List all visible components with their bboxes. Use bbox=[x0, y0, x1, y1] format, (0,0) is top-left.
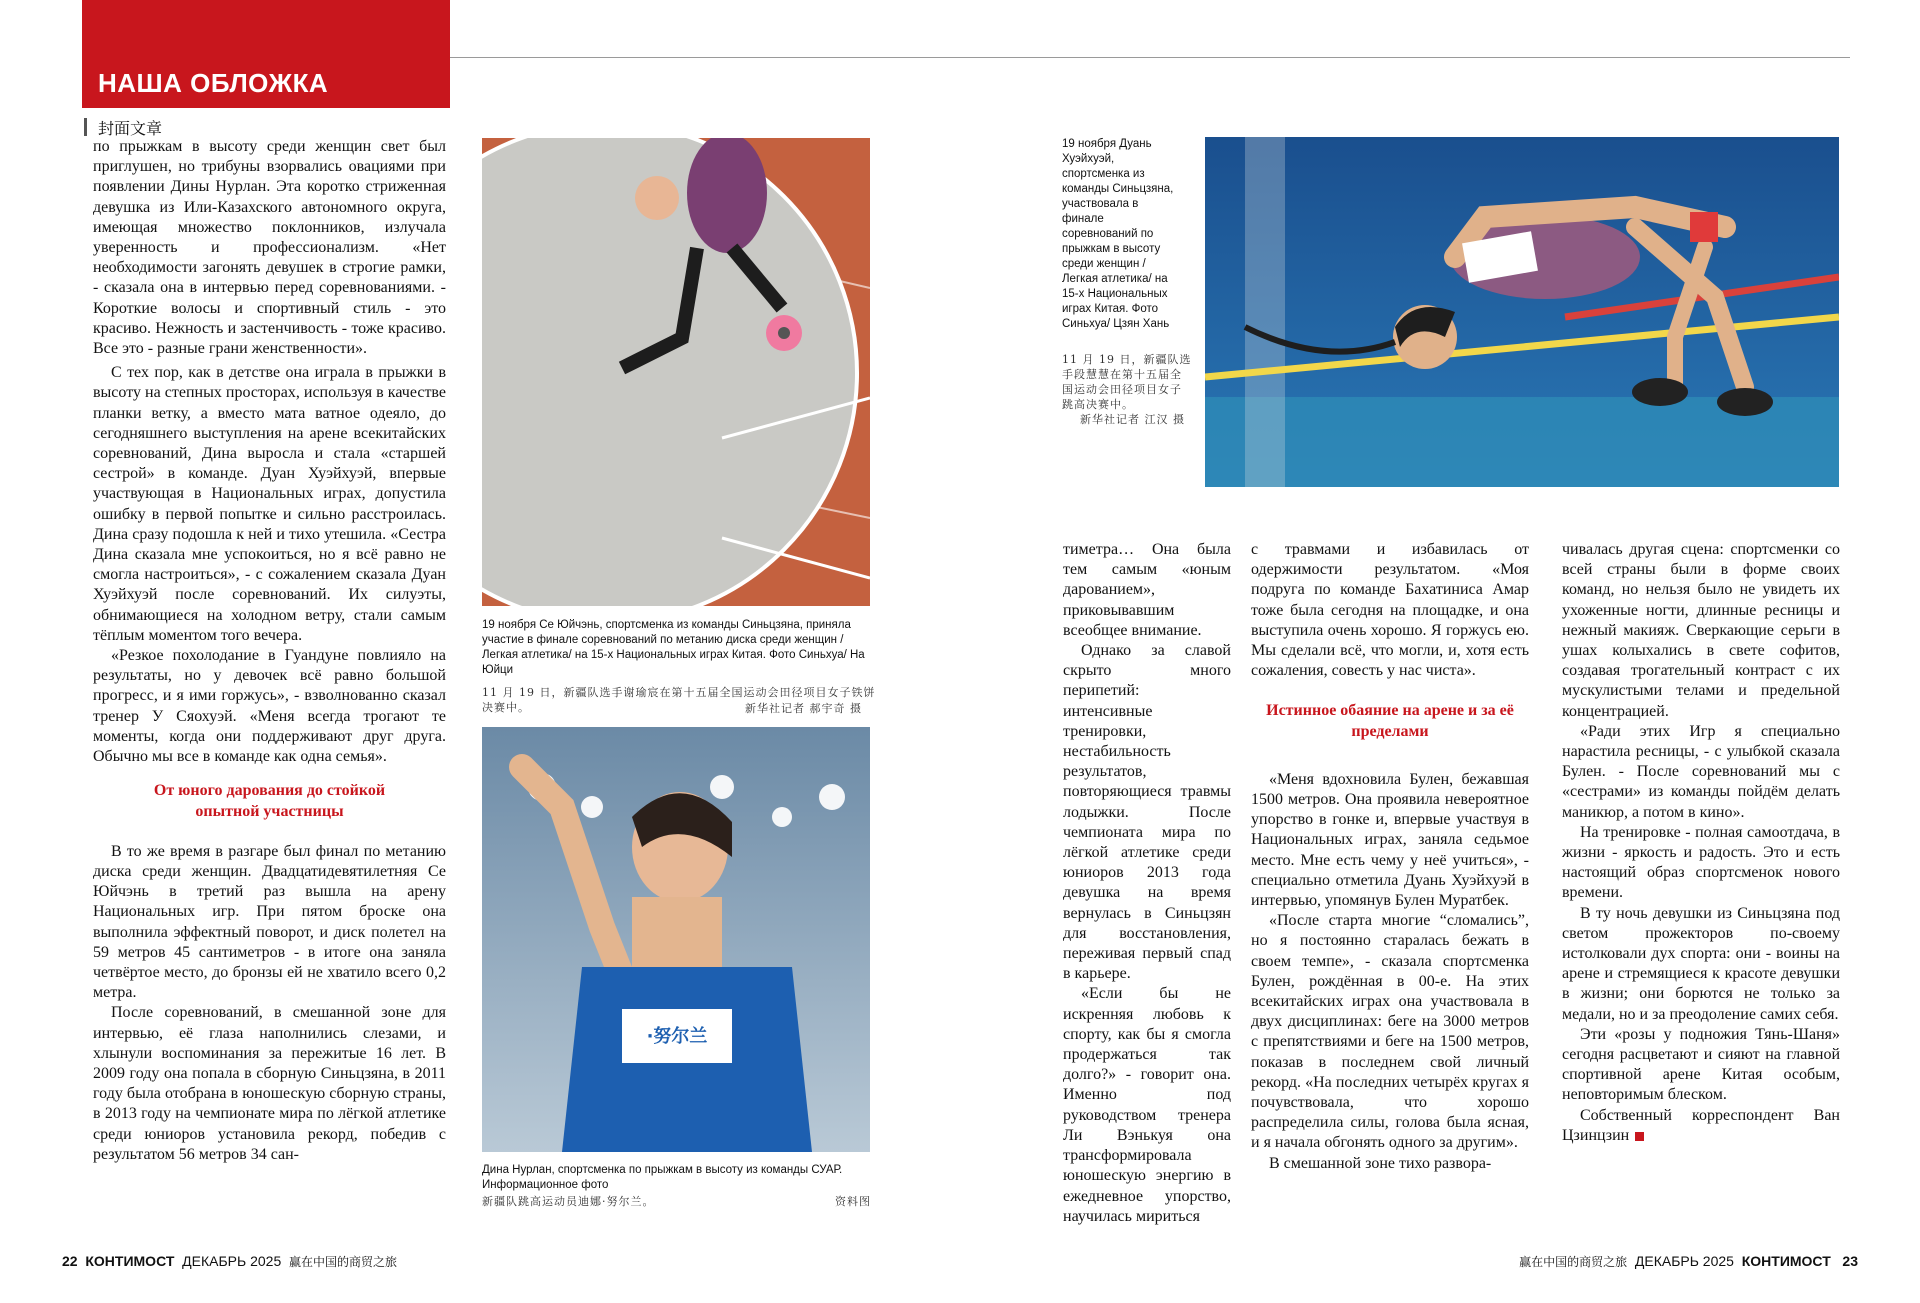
issue-date-left: ДЕКАБРЬ 2025 bbox=[182, 1253, 282, 1269]
text-column-a bbox=[1063, 540, 1231, 1227]
highjump-photo bbox=[1205, 137, 1839, 487]
slogan-left: 赢在中国的商贸之旅 bbox=[289, 1255, 398, 1269]
nurlan-caption-cn: 新疆队跳高运动员迪娜·努尔兰。 bbox=[482, 1195, 655, 1208]
paragraph: В то же время в разгаре был финал по метанию диска среди женщин. Двадцатидевятилетняя Се Юйчэнь в третий раз вышла на арену Национальных игр. При пятом броске она выполнила эффектный поворот, и диск полетел на 59 метров 45 сантиметров - в итоге она заняла четвёртое место, до бронзы ей не хватило всего 0,2 метра. bbox=[93, 842, 446, 1002]
paragraph: После соревнований, в смешанной зоне для интервью, её глаза наполнились слезами, и хлынули воспоминания за пережитые 16 лет. В 2009 году она попала в сборную Синьцзяна, в 2011 году была отобрана в юношескую сборную страны, в 2013 году на чемпионате мира по лёгкой атлетике среди юниоров установила рекорд, победив с результатом 56 метров 34 сан- bbox=[93, 1004, 446, 1163]
footer-right bbox=[1519, 1253, 1858, 1270]
paragraph: На тренировке - полная самоотдача, в жизни - яркость и радость. Это и есть настоящий образ спортсменок нового времени. bbox=[1562, 823, 1840, 902]
section-subtitle: 封面文章 bbox=[98, 119, 163, 138]
footer-left bbox=[62, 1253, 397, 1270]
page-number-right: 23 bbox=[1842, 1253, 1858, 1269]
section-title: НАША ОБЛОЖКА bbox=[98, 68, 329, 98]
top-rule bbox=[450, 57, 1850, 58]
brand-left: КОНТИМОСТ bbox=[85, 1253, 175, 1269]
paragraph: Однако за славой скрыто много перипетий: интенсивные тренировки, нестабильность результатов, повторяющиеся травмы лодыжки. После чемпионата мира по лёгкой атлетике среди юниоров 2013 года девушка на время вернулась в Синьцзян для восстановления, переживая первый спад в карьере. bbox=[1063, 642, 1231, 983]
paragraph: «Ради этих Игр я специально нарастила ресницы, - с улыбкой сказала Булен. - После соревнований мы с «сестрами» из команды пойдём делать маникюр, а потом в кино». bbox=[1562, 722, 1840, 821]
brand-right: КОНТИМОСТ bbox=[1741, 1253, 1831, 1269]
byline-text: Собственный корреспондент Ван Цзинцзин bbox=[1562, 1106, 1840, 1144]
page-number-left: 22 bbox=[62, 1253, 78, 1269]
text-column-c bbox=[1562, 540, 1840, 1146]
section-banner bbox=[82, 0, 450, 108]
left-text-column bbox=[93, 137, 446, 1165]
paragraph: С тех пор, как в детстве она играла в прыжки в высоту на степных просторах, используя в качестве планки ветку, а вместо мата ватное одеяло, до сегодняшнего выступления на арене всекитайских соревнований, Дина выросла и стала «старшей сестрой» в команде. Дуан Хуэйхуэй, впервые участвующая в Национальных играх, допустила ошибку в первой попытке и сильно расстроилась. Дина сразу подошла к ней и тихо утешила. «Сестра Дина сказала мне успокоиться, но я всё равно не смогла настроиться», - с сожалением сказала Дуан Хуэйхуэй после соревнований. Их силуэты, обнимающиеся на холодном ветру, стали самым тёплым моментом того вечера. bbox=[93, 364, 446, 644]
paragraph: чивалась другая сцена: спортсменки со всей страны были в форме своих команд, но нельзя было не увидеть их ухоженные ногти, длинные ресницы и нежный макияж. Сверкающие серьги в ушах колыхались в свете софитов, создавая трогательный контраст с их мускулистыми телами и предельной концентрацией. bbox=[1562, 541, 1840, 720]
discus-caption: 19 ноября Се Юйчэнь, спортсменка из команды Синьцзяна, приняла участие в финале соревнований по метанию диска среди женщин /Легкая атлетика/ на 15-х Национальных играх Китая. Фото Синьхуа/ На Юйци bbox=[482, 619, 865, 676]
paragraph: по прыжкам в высоту среди женщин свет был приглушен, но трибуны взорвались овациями при появлении Дины Нурлан. Эта коротко стриженная девушка из Или-Казахского автономного округа, имеющая множество поклонников, излучала уверенность и профессионализм. «Нет необходимости загонять девушек в строгие рамки, - сказала она в интервью перед соревнованиями. - Короткие волосы и спортивный стиль - это красиво. Нежность и застенчивость - тоже красиво. Все это - разные грани женственности». bbox=[93, 138, 446, 358]
subheading: От юного дарования до стойкой опытной участницы bbox=[153, 782, 386, 820]
discus-caption-cn: 11 月 19 日，新疆队选手谢瑜宸在第十五届全国运动会田径项目女子铁饼决赛中。 bbox=[482, 686, 876, 714]
highjump-credit-cn: 新华社记者 江汉 摄 bbox=[1080, 413, 1185, 426]
issue-date-right: ДЕКАБРЬ 2025 bbox=[1634, 1253, 1734, 1269]
nurlan-caption: Дина Нурлан, спортсменка по прыжкам в высоту из команды СУАР. Информационное фото bbox=[482, 1164, 843, 1191]
subtitle-marker bbox=[84, 118, 87, 136]
bib-number: ·努尔兰 bbox=[646, 1026, 708, 1047]
highjump-caption: 19 ноября Дуань Хуэйхуэй, спортсменка из команды Синьцзяна, участвовала в финале соревнований по прыжкам в высоту среди женщин /Легкая атлетика/ на 15-х Национальных играх Китая. Фото Синьхуа/ Цзян Хань bbox=[1062, 138, 1174, 330]
paragraph: «Резкое похолодание в Гуандуне повлияло на результаты, но у девочек всё равно большой прогресс, и я ими горжусь», - взволнованно сказал тренер У Сяохуэй. «Меня всегда трогают те моменты, когда они поддерживают друг друга. Обычно мы все в команде как одна семья». bbox=[93, 647, 446, 766]
paragraph: «После старта многие “сломались”, но я постоянно старалась бежать в своем темпе», - сказала спортсменка Булен, рождённая в 00-е. На этих всекитайских играх она участвовала в двух дисциплинах: беге на 3000 метров с препятствиями и беге на 1500 метров, показав в последнем свой личный рекорд. «На последних четырёх кругах я почувствовала, что хорошо распределила силы, голова была ясная, и я начала обгонять одного за другим». bbox=[1251, 912, 1529, 1152]
paragraph: В смешанной зоне тихо развора- bbox=[1269, 1154, 1492, 1172]
nurlan-credit-cn: 资料图 bbox=[835, 1195, 871, 1208]
subheading: Истинное обаяние на арене и за её пределами bbox=[1266, 702, 1514, 740]
paragraph: с травмами и избавилась от одержимости результатом. «Моя подруга по команде Бахатиниса Амар тоже была сегодня на площадке, и она выступила очень хорошо. Я горжусь ею. Мы сделали всё, что могли, и, хотя есть сожаления, совесть у нас чиста». bbox=[1251, 541, 1529, 680]
nurlan-photo bbox=[482, 727, 870, 1152]
highjump-caption-cn: 11 月 19 日，新疆队选手段慧慧在第十五届全国运动会田径项目女子跳高决赛中。 bbox=[1062, 353, 1192, 411]
paragraph: «Если бы не искренняя любовь к спорту, как бы я смогла продержаться так долго?» - говорит она. Именно под руководством тренера Ли Вэнькуя она трансформировала юношескую энергию в ежедневное упорство, научилась мириться bbox=[1063, 985, 1231, 1225]
end-mark-icon bbox=[1635, 1132, 1644, 1141]
paragraph: тиметра… Она была тем самым «юным дарованием», приковывавшим всеобщее внимание. bbox=[1063, 541, 1231, 639]
paragraph: Эти «розы у подножия Тянь-Шаня» сегодня расцветают и сияют на главной спортивной арене Китая особым, неповторимым блеском. bbox=[1562, 1025, 1840, 1104]
paragraph: «Меня вдохновила Булен, бежавшая 1500 метров. Она проявила невероятное упорство в гонке и, впервые участвуя в Национальных играх, заняла седьмое место. Мне есть чему у неё учиться», - специально отметила Дуань Хуэйхуэй в интервью, упомянув Булен Муратбек. bbox=[1251, 770, 1529, 910]
byline bbox=[1562, 1106, 1840, 1146]
discus-photo bbox=[482, 138, 870, 606]
discus-credit-cn: 新华社记者 郝宇奇 摄 bbox=[745, 702, 862, 715]
paragraph: В ту ночь девушки из Синьцзяна под светом прожекторов по-своему истолковали дух спорта: они - воины на арене и стремящиеся к красоте девушки в жизни; они борются не только за медали, но и за преодоление самих себя. bbox=[1562, 904, 1840, 1023]
slogan-right: 赢在中国的商贸之旅 bbox=[1519, 1255, 1628, 1269]
text-column-b bbox=[1251, 540, 1529, 1174]
